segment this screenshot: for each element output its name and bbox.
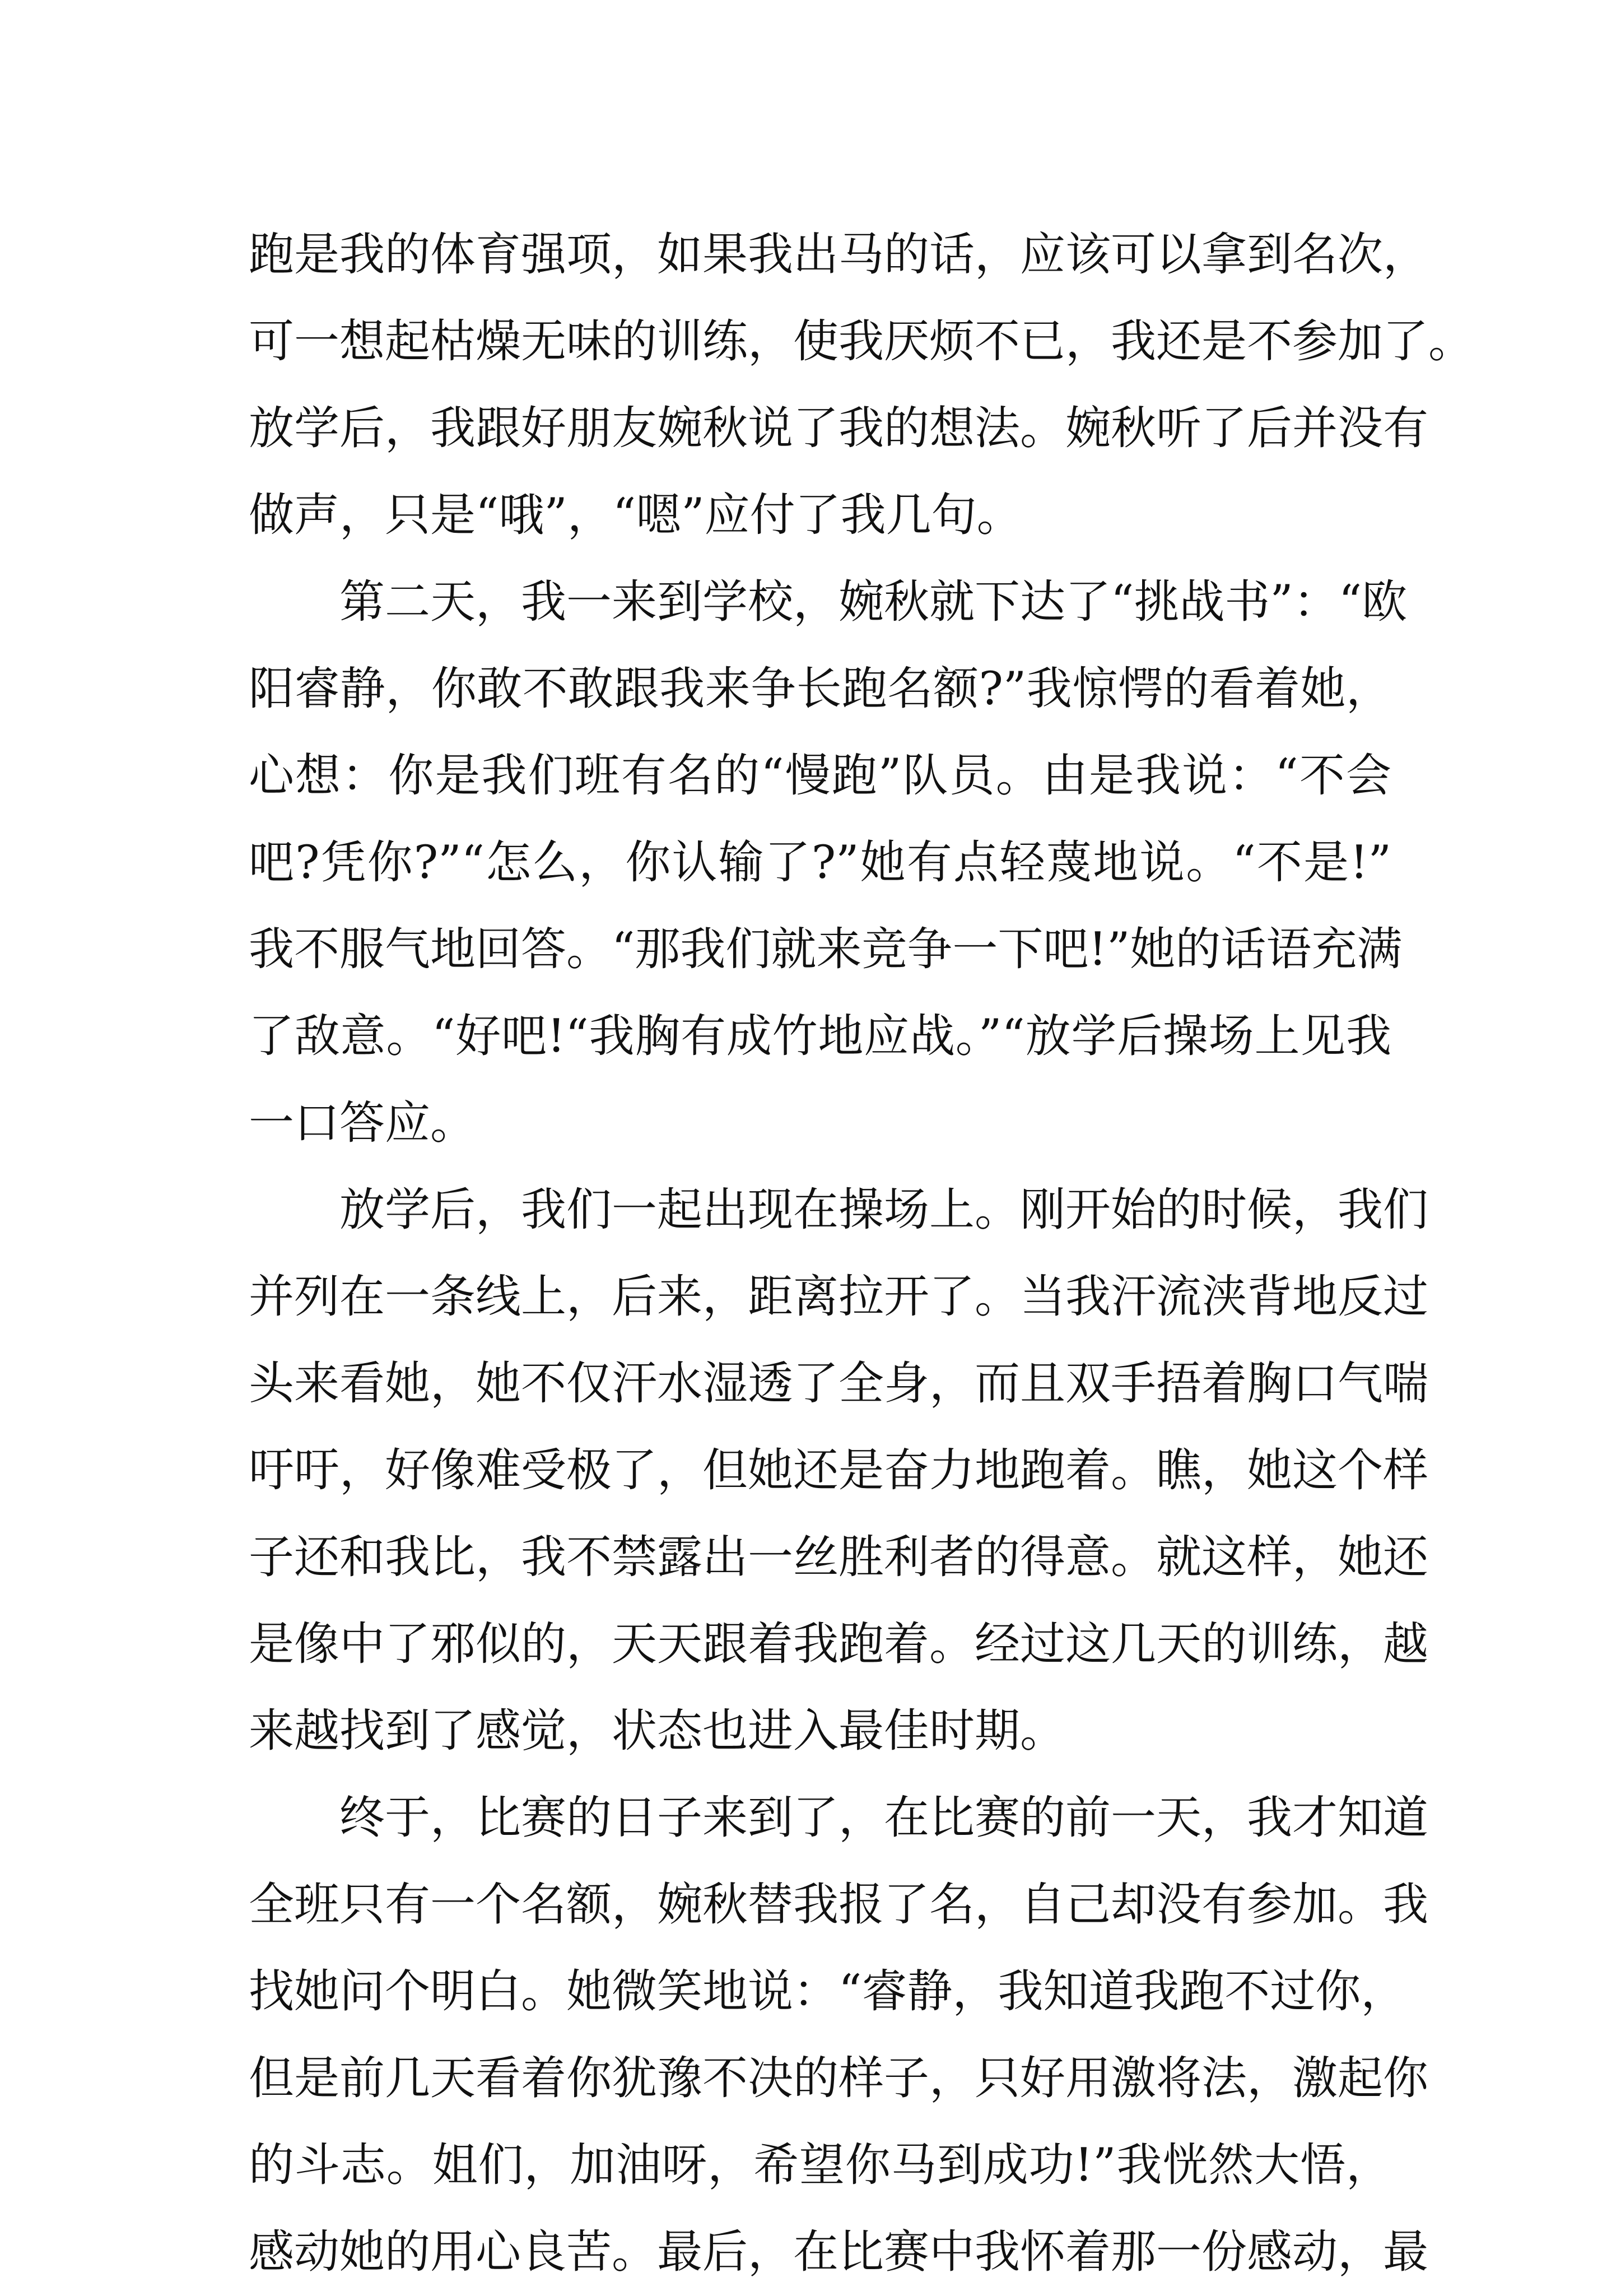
text-line: 心想：你是我们班有名的“慢跑”队员。由是我说：“不会 (249, 750, 1391, 802)
text-line: 我不服气地回答。“那我们就来竞争一下吧!”她的话语充满 (249, 923, 1403, 976)
paragraph (249, 1775, 1429, 2296)
paragraph (249, 212, 1474, 559)
text-line: 头来看她，她不仅汗水湿透了全身，而且双手捂着胸口气喘 (249, 1358, 1429, 1410)
text-line: 放学后，我跟好朋友婉秋说了我的想法。婉秋听了后并没有 (249, 402, 1429, 455)
text-line: 全班只有一个名额，婉秋替我报了名，自己却没有参加。我 (249, 1879, 1429, 1931)
paragraph (249, 559, 1408, 1167)
text-line: 的斗志。姐们，加油呀，希望你马到成功!”我恍然大悟， (249, 2139, 1391, 2192)
text-line: 但是前几天看着你犹豫不决的样子，只好用激将法，激起你 (249, 2052, 1429, 2105)
text-line: 吧?凭你?”“怎么，你认输了?”她有点轻蔑地说。“不是!” (249, 836, 1391, 889)
text-line: 是像中了邪似的，天天跟着我跑着。经过这几天的训练，越 (249, 1618, 1429, 1671)
text-line: 可一想起枯燥无味的训练，使我厌烦不已，我还是不参加了。 (249, 315, 1474, 368)
text-line: 并列在一条线上，后来，距离拉开了。当我汗流浃背地反过 (249, 1271, 1429, 1323)
text-line: 来越找到了感觉，状态也进入最佳时期。 (249, 1705, 1066, 1758)
text-line: 放学后，我们一起出现在操场上。刚开始的时候，我们 (339, 1184, 1429, 1237)
text-line: 做声，只是“哦”，“嗯”应付了我几句。 (249, 489, 1022, 542)
text-line: 跑是我的体育强项，如果我出马的话，应该可以拿到名次， (249, 229, 1429, 281)
text-line: 子还和我比，我不禁露出一丝胜利者的得意。就这样，她还 (249, 1531, 1429, 1584)
text-line: 第二天，我一来到学校，婉秋就下达了“挑战书”：“欧 (339, 576, 1408, 629)
text-line: 找她问个明白。她微笑地说：“睿静，我知道我跑不过你， (249, 1965, 1406, 2018)
text-line: 终于，比赛的日子来到了，在比赛的前一天，我才知道 (339, 1792, 1429, 1844)
document-body (249, 212, 1474, 2296)
text-line: 阳睿静，你敢不敢跟我来争长跑名额?”我惊愕的看着她， (249, 663, 1391, 715)
text-line: 吁吁，好像难受极了，但她还是奋力地跑着。瞧，她这个样 (249, 1444, 1429, 1497)
paragraph (249, 1167, 1429, 1775)
text-line: 感动她的用心良苦。最后，在比赛中我怀着那一份感动，最 (249, 2226, 1429, 2279)
text-line: 一口答应。 (249, 1097, 476, 1150)
text-line: 了敌意。“好吧!“我胸有成竹地应战。”“放学后操场上见我 (249, 1010, 1391, 1063)
